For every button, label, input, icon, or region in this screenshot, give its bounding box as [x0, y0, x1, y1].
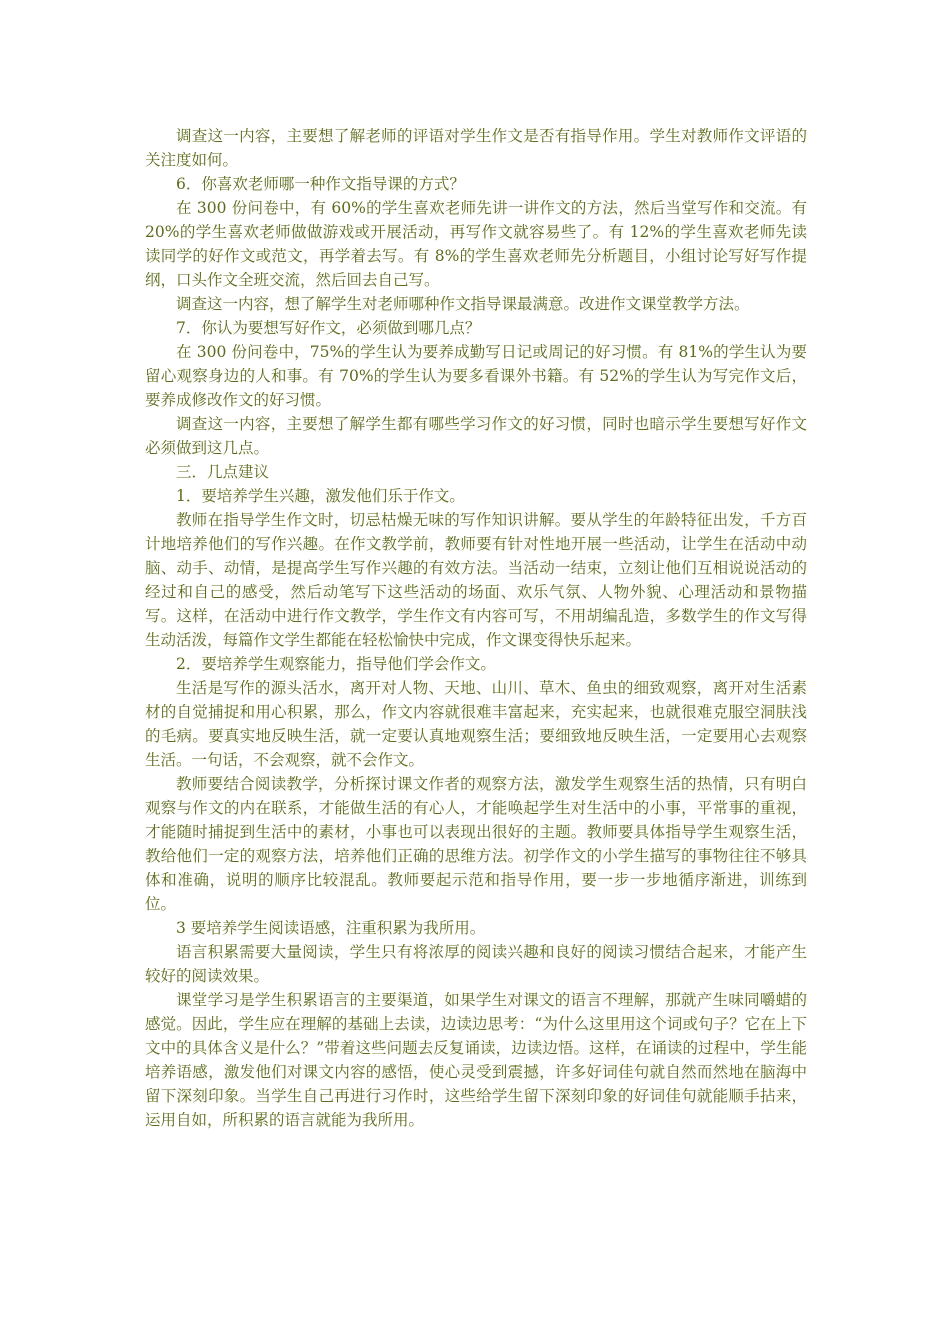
- paragraph-question-6-results: 在 300 份问卷中，有 60%的学生喜欢老师先讲一讲作文的方法，然后当堂写作和交流。有 20%的学生喜欢老师做做游戏或开展活动，再写作文就容易些了。有 12%的学生喜欢老师先读读同学的好作文或范文，再学着去写。有 8%的学生喜欢老师先分析题目，小组讨论写好写作提纲，口头作文全班交流，然后回去自己写。: [145, 199, 807, 289]
- suggestion-2-heading: 2．要培养学生观察能力，指导他们学会作文。: [176, 655, 496, 673]
- question-7-heading: 7．你认为要想写好作文，必须做到哪几点？: [176, 319, 481, 337]
- paragraph-survey-purpose-comments: 调查这一内容，主要想了解老师的评语对学生作文是否有指导作用。学生对教师作文评语的关注度如何。: [145, 127, 807, 169]
- paragraph-suggestion-3-body-a: 语言积累需要大量阅读，学生只有将浓厚的阅读兴趣和良好的阅读习惯结合起来，才能产生较好的阅读效果。: [145, 943, 807, 985]
- paragraph-suggestion-1-body: 教师在指导学生作文时，切忌枯燥无味的写作知识讲解。要从学生的年龄特征出发，千方百计地培养他们的写作兴趣。在作文教学前，教师要有针对性地开展一些活动，让学生在活动中动脑、动手、动情，是提高学生写作兴趣的有效方法。当活动一结束，立刻让他们互相说说活动的经过和自己的感受，然后动笔写下这些活动的场面、欢乐气氛、人物外貌、心理活动和景物描写。这样，在活动中进行作文教学，学生作文有内容可写，不用胡编乱造，多数学生的作文写得生动活泼，每篇作文学生都能在轻松愉快中完成，作文课变得快乐起来。: [145, 511, 807, 649]
- document-body: [145, 124, 807, 1132]
- paragraph-question-7-purpose: 调查这一内容，主要想了解学生都有哪些学习作文的好习惯，同时也暗示学生要想写好作文必须做到这几点。: [145, 415, 807, 457]
- suggestion-3-heading: 3 要培养学生阅读语感，注重积累为我所用。: [176, 919, 486, 937]
- section-3-heading: 三．几点建议: [176, 463, 270, 481]
- paragraph-suggestion-3-body-b: 课堂学习是学生积累语言的主要渠道，如果学生对课文的语言不理解，那就产生味同嚼蜡的感觉。因此，学生应在理解的基础上去读，边读边思考：“为什么这里用这个词或句子？它在上下文中的具体含义是什么？”带着这些问题去反复诵读，边读边悟。这样，在诵读的过程中，学生能培养语感，激发他们对课文内容的感悟，使心灵受到震撼，许多好词佳句就自然而然地在脑海中留下深刻印象。当学生自己再进行习作时，这些给学生留下深刻印象的好词佳句就能顺手拈来，运用自如，所积累的语言就能为我所用。: [145, 991, 807, 1129]
- suggestion-1-heading: 1．要培养学生兴趣，激发他们乐于作文。: [176, 487, 465, 505]
- paragraph-suggestion-2-body-a: 生活是写作的源头活水，离开对人物、天地、山川、草木、鱼虫的细致观察，离开对生活素材的自觉捕捉和用心积累，那么，作文内容就很难丰富起来，充实起来，也就很难克服空洞肤浅的毛病。要真实地反映生活，就一定要认真地观察生活；要细致地反映生活，一定要用心去观察生活。一句话，不会观察，就不会作文。: [145, 679, 807, 769]
- paragraph-question-6-purpose: 调查这一内容，想了解学生对老师哪种作文指导课最满意。改进作文课堂教学方法。: [176, 295, 750, 313]
- paragraph-question-7-results: 在 300 份问卷中，75%的学生认为要养成勤写日记或周记的好习惯。有 81%的学生认为要留心观察身边的人和事。有 70%的学生认为要多看课外书籍。有 52%的学生认为写完作文后，要养成修改作文的好习惯。: [145, 343, 807, 409]
- paragraph-suggestion-2-body-b: 教师要结合阅读教学，分析探讨课文作者的观察方法，激发学生观察生活的热情，只有明白观察与作文的内在联系，才能做生活的有心人，才能唤起学生对生活中的小事，平常事的重视，才能随时捕捉到生活中的素材，小事也可以表现出很好的主题。教师要具体指导学生观察生活，教给他们一定的观察方法，培养他们正确的思维方法。初学作文的小学生描写的事物往往不够具体和准确，说明的顺序比较混乱。教师要起示范和指导作用，要一步一步地循序渐进，训练到位。: [145, 775, 807, 913]
- question-6-heading: 6．你喜欢老师哪一种作文指导课的方式？: [176, 175, 465, 193]
